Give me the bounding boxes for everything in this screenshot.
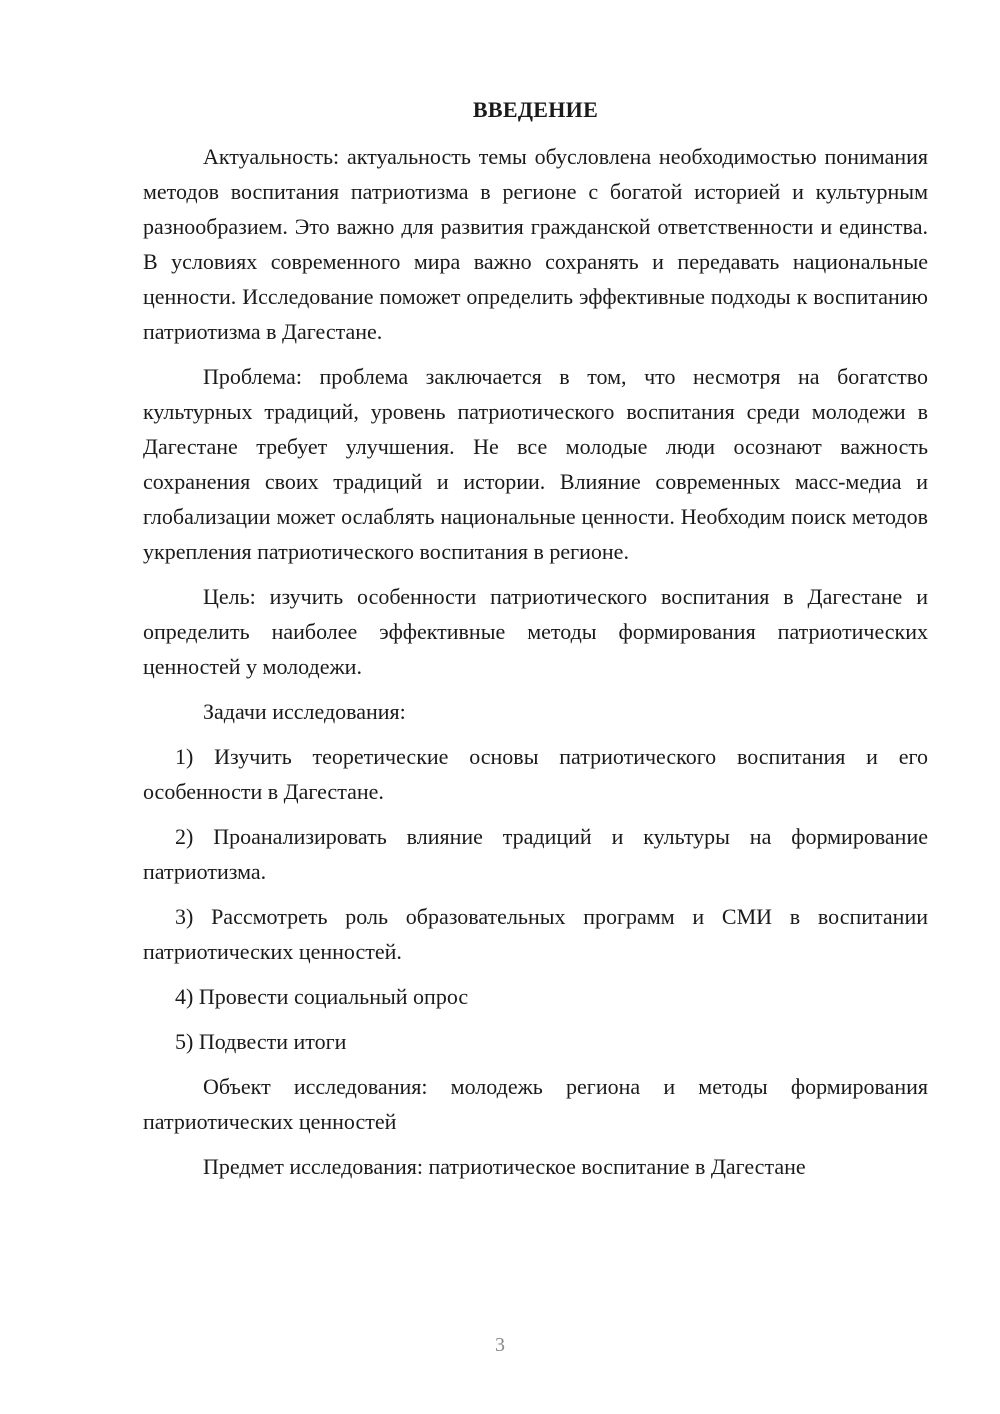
document-page (143, 95, 928, 1194)
tasks-heading: Задачи исследования: (203, 699, 406, 724)
section-title: ВВЕДЕНИЕ (472, 97, 599, 122)
page-number: 3 (495, 1334, 505, 1356)
task-item-2: 2) Проанализировать влияние традиций и культуры на формирование патриотизма. (143, 824, 928, 884)
relevance-paragraph: Актуальность: актуальность темы обусловлена необходимостью понимания методов воспитания патриотизма в регионе с богатой историей и культурным разнообразием. Это важно для развития гражданской ответственности и единства. В условиях современного мира важно сохранять и передавать национальные ценности. Исследование поможет определить эффективные подходы к воспитанию патриотизма в Дагестане. (143, 144, 928, 344)
task-item-4: 4) Провести социальный опрос (175, 984, 469, 1009)
research-subject-paragraph: Предмет исследования: патриотическое воспитание в Дагестане (203, 1154, 806, 1179)
goal-paragraph: Цель: изучить особенности патриотического воспитания в Дагестане и определить наиболее эффективные методы формирования патриотических ценностей у молодежи. (143, 584, 928, 679)
task-item-1: 1) Изучить теоретические основы патриотического воспитания и его особенности в Дагестане. (143, 744, 928, 804)
research-object-paragraph: Объект исследования: молодежь региона и методы формирования патриотических ценностей (143, 1074, 928, 1134)
task-item-3: 3) Рассмотреть роль образовательных программ и СМИ в воспитании патриотических ценностей. (143, 904, 928, 964)
problem-paragraph: Проблема: проблема заключается в том, что несмотря на богатство культурных традиций, уровень патриотического воспитания среди молодежи в Дагестане требует улучшения. Не все молодые люди осознают важность сохранения своих традиций и истории. Влияние современных масс-медиа и глобализации может ослаблять национальные ценности. Необходим поиск методов укрепления патриотического воспитания в регионе. (143, 364, 928, 564)
task-item-5: 5) Подвести итоги (175, 1029, 347, 1054)
